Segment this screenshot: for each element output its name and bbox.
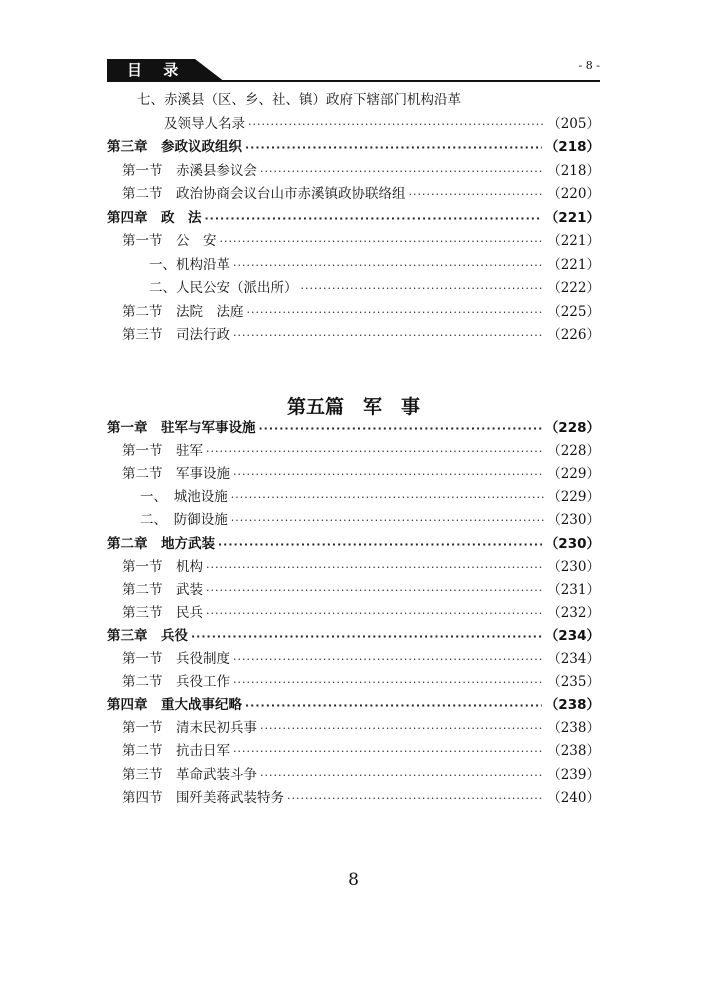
toc-dot-leader [231,487,544,509]
toc-entry-page: （234） [547,651,600,667]
toc-entry-title: 第四章 重大战事纪略 [107,697,242,714]
toc-chapter-row [107,625,600,647]
toc-entry-title: 第一节 赤溪县参议会 [122,162,257,179]
toc-entry-title: 第一节 清末民初兵事 [122,720,257,737]
toc-entry-page: （230） [547,512,600,529]
toc-section-row [122,463,600,485]
toc-entry-page: （221） [547,233,600,249]
toc-dot-leader [233,255,544,277]
toc-dot-leader [260,161,544,183]
toc-entry-title: 第四节 围歼美蒋武装特务 [122,789,284,806]
toc-entry-title: 及领导人名录 [164,115,245,132]
toc-entry-title: 第三章 兵役 [107,627,188,644]
toc-entry-page: （228） [544,420,600,436]
toc-entry-title: 第一节 兵役制度 [122,651,230,667]
toc-entry-page: （240） [547,789,600,806]
toc-entry-page: （238） [547,720,600,737]
toc-section-row [122,740,600,762]
toc-entry-page: （229） [547,466,600,483]
toc-item-row [137,89,461,111]
toc-section-row [122,602,600,624]
toc-chapter-row [107,533,600,555]
toc-entry-title: 第一节 驻军 [122,443,203,460]
toc-dot-leader [218,534,542,556]
toc-dot-leader [206,557,544,579]
toc-dot-leader [205,208,542,230]
toc-entry-title: 第二节 抗击日军 [122,743,230,760]
part-title: 第五篇 军 事 [286,396,420,418]
toc-item-row [164,113,600,135]
toc-section-row [122,160,600,182]
toc-dot-leader [247,302,545,324]
toc-entry-title: 七、赤溪县（区、乡、社、镇）政府下辖部门机构沿革 [137,92,461,108]
toc-entry-page: （230） [544,535,600,552]
toc-entry-page: （205） [547,115,600,132]
toc-entry-page: （235） [547,674,600,691]
toc-dot-leader [301,278,545,300]
toc-entry-page: （234） [544,627,600,644]
toc-entry-page: （238） [547,743,600,760]
header-title: 目 录 [127,61,187,79]
toc-chapter-row [107,136,600,158]
toc-section-row [122,230,600,252]
toc-dot-leader [206,580,544,602]
toc-dot-leader [233,741,544,763]
toc-section-row [122,324,600,346]
toc-dot-leader [260,718,544,740]
toc-entry-title: 二、人民公安（派出所） [149,280,298,296]
toc-entry-title: 第二节 军事设施 [122,466,230,483]
toc-entry-title: 第四章 政 法 [107,209,202,226]
toc-entry-page: （229） [547,489,600,506]
toc-section-row [122,579,600,601]
toc-dot-leader [206,441,544,463]
toc-entry-title: 一、 城池设施 [140,489,228,506]
toc-entry-title: 第一节 公 安 [122,233,217,249]
toc-dot-leader [248,114,544,136]
toc-section-row [122,671,600,693]
toc-entry-page: （225） [547,303,600,320]
toc-section-row [122,787,600,809]
toc-chapter-row [107,694,600,716]
toc-entry-title: 第二节 政治协商会议台山市赤溪镇政协联络组 [122,186,406,202]
toc-dot-leader [245,695,542,717]
toc-entry-title: 第三节 司法行政 [122,327,230,343]
toc-entry-title: 一、机构沿革 [149,256,230,273]
toc-item-row [140,509,600,531]
toc-dot-leader [233,325,544,347]
toc-dot-leader [245,137,542,159]
toc-dot-leader [233,672,544,694]
toc-item-row [149,254,600,276]
toc-entry-page: （218） [544,139,600,155]
toc-entry-title: 第一章 驻军与军事设施 [107,420,256,436]
toc-entry-title: 第一节 机构 [122,558,203,575]
toc-dot-leader [206,603,544,625]
toc-entry-title: 第二节 武装 [122,581,203,598]
toc-dot-leader [259,418,542,440]
toc-entry-page: （226） [547,327,600,343]
toc-section-row [122,301,600,323]
toc-section-row [122,440,600,462]
toc-entry-page: （221） [547,256,600,273]
toc-entry-title: 第三节 革命武装斗争 [122,766,257,783]
toc-entry-page: （222） [547,280,600,296]
toc-section-row [122,764,600,786]
toc-dot-leader [233,464,544,486]
toc-dot-leader [191,626,542,648]
toc-chapter-row [107,207,600,229]
toc-entry-title: 第三章 参政议政组织 [107,139,242,155]
toc-section-row [122,556,600,578]
toc-entry-page: （231） [547,581,600,598]
toc-entry-page: （228） [547,443,600,460]
footer-page-number: 8 [348,870,359,890]
toc-entry-title: 第三节 民兵 [122,604,203,621]
toc-entry-title: 第二节 兵役工作 [122,674,230,691]
toc-dot-leader [409,184,545,206]
toc-entry-title: 二、 防御设施 [140,512,228,529]
header-rule [107,80,600,82]
toc-section-row [122,183,600,205]
toc-entry-page: （221） [544,209,600,226]
header-page-label: - 8 - [578,59,600,72]
toc-entry-page: （220） [547,186,600,202]
toc-chapter-row [107,417,600,439]
toc-entry-title: 第二节 法院 法庭 [122,303,244,320]
toc-entry-page: （238） [544,697,600,714]
toc-section-row [122,717,600,739]
toc-entry-page: （218） [547,162,600,179]
toc-dot-leader [287,788,544,810]
toc-section-row [122,648,600,670]
toc-dot-leader [260,765,544,787]
toc-entry-page: （230） [547,558,600,575]
toc-entry-title: 第二章 地方武装 [107,535,215,552]
toc-dot-leader [233,649,544,671]
toc-item-row [140,486,600,508]
toc-entry-page: （239） [547,766,600,783]
toc-entry-page: （232） [547,604,600,621]
toc-dot-leader [220,231,545,253]
toc-item-row [149,277,600,299]
toc-dot-leader [231,510,544,532]
